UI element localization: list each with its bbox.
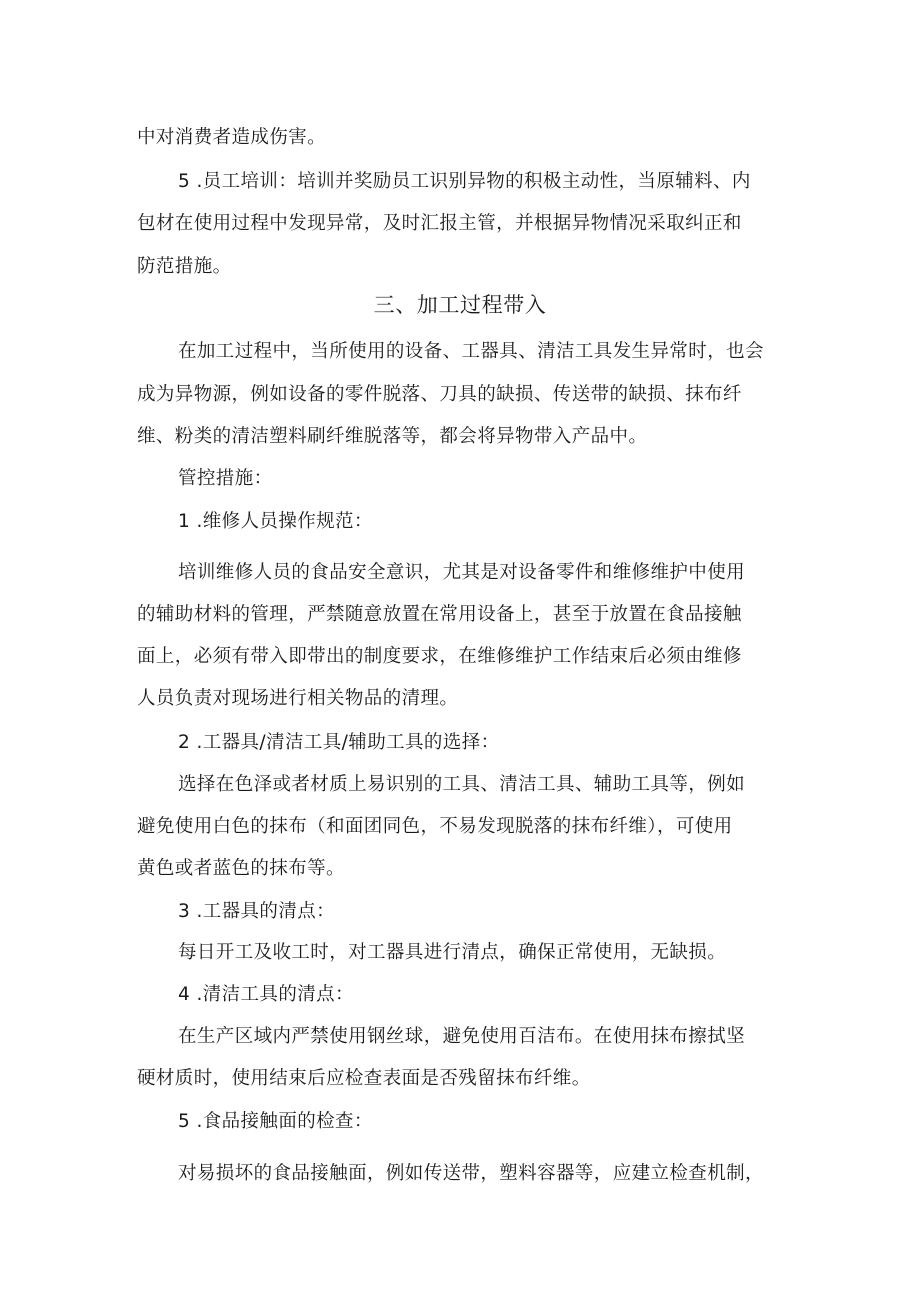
measure2-line1: 选择在色泽或者材质上易识别的工具、清洁工具、辅助工具等，例如 <box>178 774 746 795</box>
item5-staff-training-line2: 包材在使用过程中发现异常，及时汇报主管，并根据异物情况采取纠正和 <box>137 213 742 234</box>
measure3-title: 3 .工器具的清点： <box>178 901 336 922</box>
item5-staff-training-line1: 5 .员工培训：培训并奖励员工识别异物的积极主动性，当原辅料、内 <box>178 171 751 192</box>
para1-line3: 维、粉类的清洁塑料刷纤维脱落等，都会将异物带入产品中。 <box>137 426 648 447</box>
measure5-line1: 对易损坏的食品接触面，例如传送带，塑料容器等，应建立检查机制， <box>178 1163 764 1184</box>
measure1-line1: 培训维修人员的食品安全意识，尤其是对设备零件和维修维护中使用 <box>178 562 746 583</box>
controls-label: 管控措施： <box>178 468 273 489</box>
measure1-title: 1 .维修人员操作规范： <box>178 511 373 532</box>
measure1-line4: 人员负责对现场进行相关物品的清理。 <box>137 688 459 709</box>
measure4-line2: 硬材质时，使用结束后应检查表面是否残留抹布纤维。 <box>137 1068 591 1089</box>
measure5-title: 5 .食品接触面的检查： <box>178 1111 373 1132</box>
para1-line2: 成为异物源，例如设备的零件脱落、刀具的缺损、传送带的缺损、抹布纤 <box>137 384 742 405</box>
measure2-title: 2 .工器具/清洁工具/辅助工具的选择： <box>178 732 500 753</box>
measure2-line2: 避免使用白色的抹布（和面团同色，不易发现脱落的抹布纤维），可使用 <box>137 816 733 837</box>
measure2-line3: 黄色或者蓝色的抹布等。 <box>137 858 345 879</box>
para1-line1: 在加工过程中，当所使用的设备、工器具、清洁工具发生异常时，也会 <box>178 341 764 362</box>
measure1-line2: 的辅助材料的管理，严禁随意放置在常用设备上，甚至于放置在食品接触 <box>137 604 742 625</box>
item5-staff-training-line3: 防范措施。 <box>137 256 232 277</box>
measure4-title: 4 .清洁工具的清点： <box>178 984 354 1005</box>
intro-tail-text: 中对消费者造成伤害。 <box>137 127 327 148</box>
measure1-line3: 面上，必须有带入即带出的制度要求，在维修维护工作结束后必须由维修 <box>137 646 742 667</box>
measure3-line1: 每日开工及收工时，对工器具进行清点，确保正常使用，无缺损。 <box>178 942 727 963</box>
measure4-line1: 在生产区域内严禁使用钢丝球，避免使用百洁布。在使用抹布擦拭坚 <box>178 1026 746 1047</box>
section-heading: 三、加工过程带入 <box>373 293 547 317</box>
